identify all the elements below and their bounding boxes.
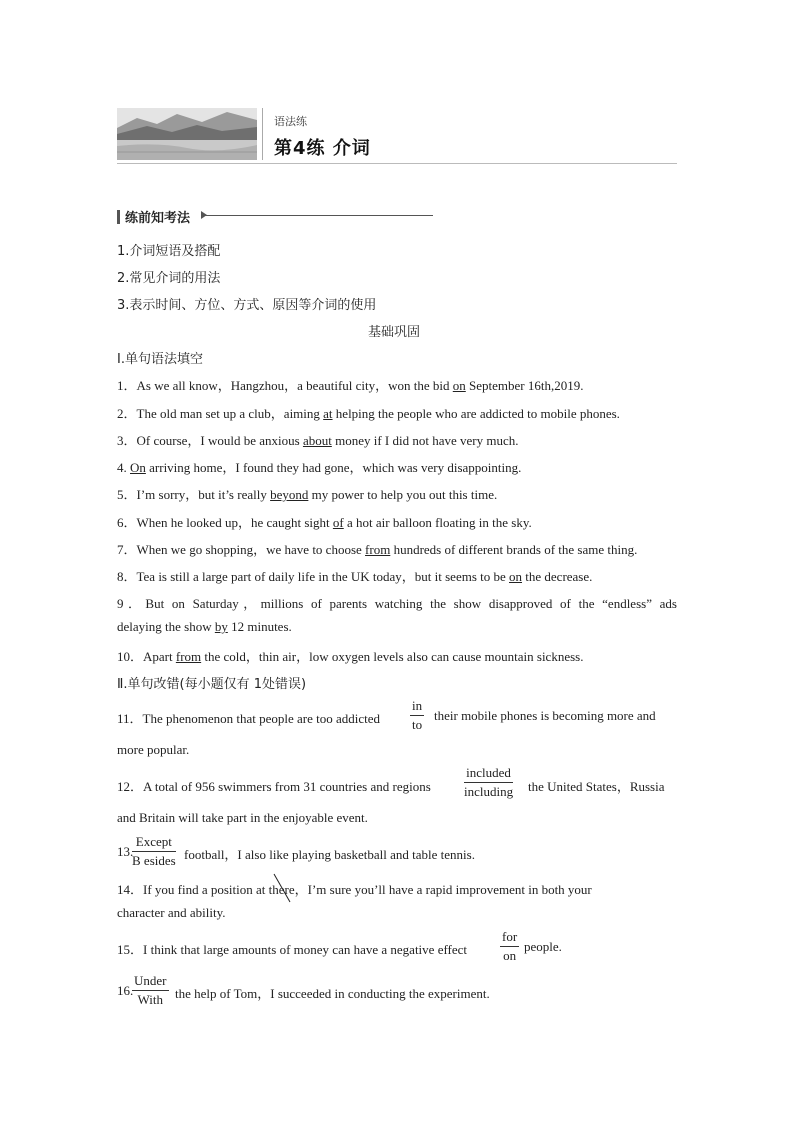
wrong-word: included	[464, 764, 513, 783]
question-12-cont: and Britain will take part in the enjoyable event.	[117, 810, 368, 825]
answer: on	[509, 569, 523, 584]
series-label: 语法练	[274, 115, 307, 128]
intro-heading	[117, 207, 190, 226]
correct-word: With	[137, 992, 163, 1007]
correction-15	[500, 928, 519, 965]
question-10: 10．Apart from the cold，thin air，low oxygen levels also can cause mountain sickness.	[117, 649, 584, 664]
question-15-pre: 15．I think that large amounts of money can have a negative effect	[117, 942, 468, 957]
header-divider	[262, 108, 263, 160]
wrong-word: Except	[132, 833, 176, 852]
question-8: 8．Tea is still a large part of daily life in the UK today，but it seems to be on the decrease.	[117, 569, 593, 584]
part2-heading: Ⅱ.单句改错(每小题仅有 1处错误)	[117, 677, 307, 692]
header-landscape-image	[117, 108, 257, 160]
answer: from	[175, 649, 202, 664]
question-12-post: the United States，Russia	[528, 779, 665, 794]
question-14-cont: character and ability.	[117, 905, 226, 920]
correct-word: to	[412, 717, 423, 732]
wrong-word: in	[410, 697, 424, 716]
struck-word: at	[256, 882, 266, 897]
wrong-word: Under	[132, 972, 169, 991]
answer: about	[302, 433, 332, 448]
question-11-pre: 11．The phenomenon that people are too addicted	[117, 711, 381, 726]
question-9-line-1: 9．But on Saturday，millions of parents watching the show disapproved of the “endless” ads	[117, 596, 677, 611]
question-16-num: 16.	[117, 983, 134, 998]
question-4: 4. On arriving home，I found they had gone，which was very disappointing.	[117, 460, 522, 475]
correct-word: B esides	[132, 853, 176, 868]
answer: beyond	[270, 487, 309, 502]
intro-item: 2.常见介词的用法	[117, 271, 221, 286]
correct-word: including	[464, 784, 514, 799]
answer: of	[332, 515, 344, 530]
correct-word: on	[503, 948, 517, 963]
correction-12	[464, 764, 513, 801]
question-7: 7．When we go shopping，we have to choose from hundreds of different brands of the same thing.	[117, 542, 638, 557]
answer: on	[452, 378, 466, 393]
answer: by	[214, 619, 228, 634]
question-1: 1．As we all know，Hangzhou，a beautiful city，won the bid on September 16th,2019.	[117, 378, 584, 393]
answer: from	[365, 542, 391, 557]
question-2: 2．The old man set up a club，aiming at helping the people who are addicted to mobile phones.	[117, 406, 620, 421]
question-12-pre: 12．A total of 956 swimmers from 31 countries and regions	[117, 779, 431, 794]
page-title: 第4练 介词	[274, 138, 371, 159]
heading-bar-icon	[117, 210, 120, 224]
question-14: 14．If you find a position at there，I’m sure you’ll have a rapid improvement in both your	[117, 882, 592, 897]
part1-heading: Ⅰ.单句语法填空	[117, 352, 203, 367]
answer: On	[130, 460, 146, 475]
question-6: 6．When he looked up，he caught sight of a hot air balloon floating in the sky.	[117, 515, 532, 530]
intro-item: 1.介词短语及搭配	[117, 244, 221, 259]
answer: at	[323, 406, 333, 421]
correction-16	[132, 972, 169, 1009]
question-15-post: people.	[524, 939, 562, 954]
intro-heading-text: 练前知考法	[125, 211, 191, 226]
question-13-post: football，I also like playing basketball and table tennis.	[184, 847, 475, 862]
question-5: 5．I’m sorry，but it’s really beyond my power to help you out this time.	[117, 487, 498, 502]
correction-11	[410, 697, 424, 734]
question-11-post: their mobile phones is becoming more and	[434, 708, 656, 723]
section-title: 基础巩固	[368, 325, 421, 340]
deletion-mark-icon	[272, 872, 292, 904]
intro-item: 3.表示时间、方位、方式、原因等介词的使用	[117, 298, 377, 313]
question-11-cont: more popular.	[117, 742, 190, 757]
question-16-post: the help of Tom，I succeeded in conducting the experiment.	[175, 986, 490, 1001]
question-9-line-2: delaying the show by 12 minutes.	[117, 619, 292, 634]
wrong-word: for	[500, 928, 519, 947]
header-rule	[117, 163, 677, 164]
question-13-num: 13.	[117, 844, 134, 859]
correction-13	[132, 833, 176, 870]
question-3: 3．Of course，I would be anxious about money if I did not have very much.	[117, 433, 519, 448]
heading-line	[205, 215, 433, 216]
